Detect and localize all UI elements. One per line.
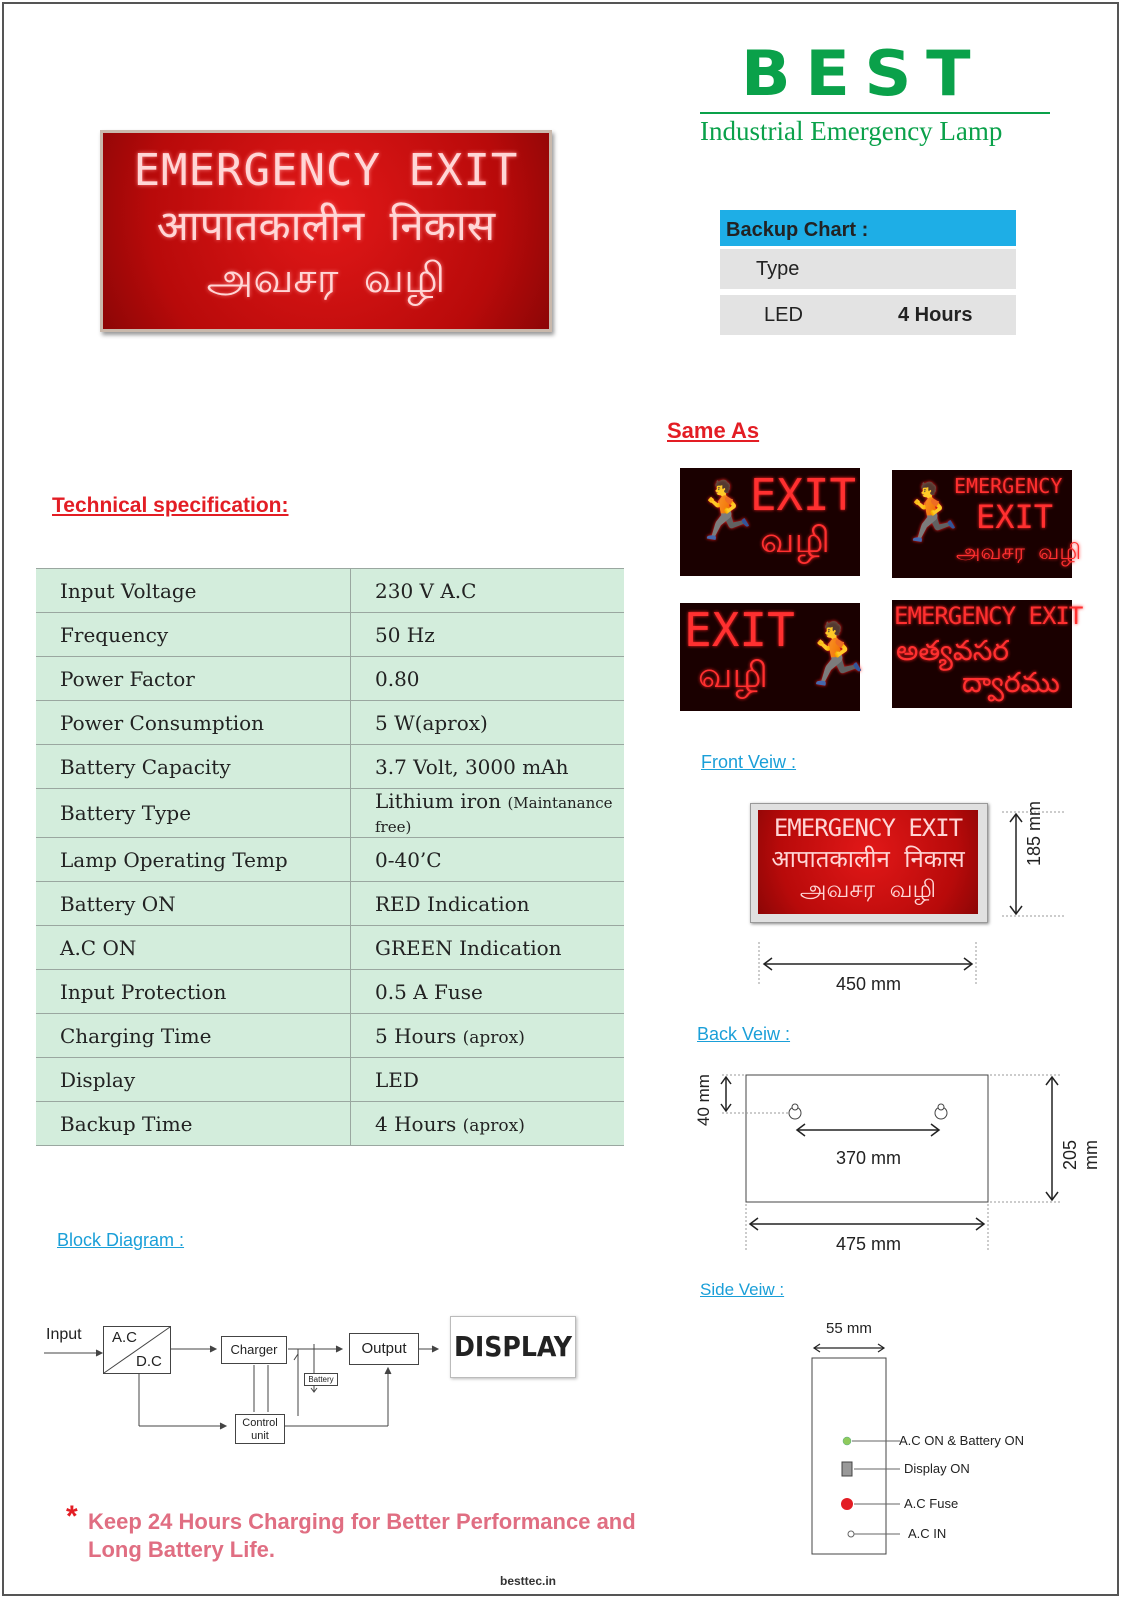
block-display: DISPLAY bbox=[450, 1316, 576, 1378]
running-man-icon: 🏃 bbox=[896, 481, 966, 546]
charging-note bbox=[88, 1508, 636, 1564]
same-as-sign-3-line2: வழி bbox=[698, 655, 768, 696]
same-as-sign-1-line2: வழி bbox=[760, 520, 830, 561]
spec-value-note: (aprox) bbox=[462, 1027, 525, 1048]
front-view-line1: EMERGENCY EXIT bbox=[773, 814, 963, 842]
spec-value bbox=[351, 789, 625, 838]
front-view-height: 185 mm bbox=[1024, 800, 1044, 866]
front-view-line3: அவசர வழி bbox=[799, 875, 937, 903]
spec-key: Lamp Operating Temp bbox=[36, 838, 351, 882]
front-view-width: 450 mm bbox=[836, 974, 902, 994]
spec-key: Power Factor bbox=[36, 657, 351, 701]
spec-key: A.C ON bbox=[36, 926, 351, 970]
block-control-unit bbox=[235, 1414, 285, 1444]
block-ac-dc bbox=[103, 1326, 171, 1374]
backup-chart-type-label: Type bbox=[756, 258, 800, 280]
side-view-indicator-1: A.C ON & Battery ON bbox=[899, 1433, 1024, 1448]
same-as-sign-4-line2: అత్యవసర bbox=[896, 634, 1010, 667]
block-control-label-2: unit bbox=[251, 1430, 269, 1442]
table-row bbox=[36, 1014, 624, 1058]
block-charger: Charger bbox=[221, 1336, 287, 1364]
block-battery: Battery bbox=[304, 1373, 338, 1386]
table-row bbox=[36, 1058, 624, 1102]
backup-chart-header: Backup Chart : bbox=[720, 210, 1016, 246]
block-diagram-heading: Block Diagram : bbox=[57, 1230, 185, 1250]
side-view-indicator-3: A.C Fuse bbox=[904, 1496, 959, 1511]
hero-sign-line2: आपातकालीन निकास bbox=[156, 201, 496, 250]
spec-key: Battery Capacity bbox=[36, 745, 351, 789]
spec-key: Battery Type bbox=[36, 789, 351, 838]
spec-key: Frequency bbox=[36, 613, 351, 657]
spec-value: LED bbox=[351, 1058, 625, 1102]
table-row bbox=[36, 701, 624, 745]
tech-spec-heading: Technical specification: bbox=[52, 494, 289, 517]
footer-website: besttec.in bbox=[500, 1574, 557, 1588]
side-view-indicator-4: A.C IN bbox=[908, 1526, 947, 1541]
same-as-sign-2 bbox=[892, 470, 1082, 578]
same-as-sign-4-line3: ద్వారము bbox=[962, 666, 1060, 699]
same-as-sign-3-line1: EXIT bbox=[684, 603, 795, 657]
spec-value bbox=[351, 1102, 625, 1146]
same-as-heading: Same As bbox=[667, 418, 760, 443]
same-as-sign-1-line1: EXIT bbox=[750, 470, 856, 521]
backup-chart-led-row bbox=[720, 295, 1016, 335]
spec-value: 5 W(aprox) bbox=[351, 701, 625, 745]
spec-key: Display bbox=[36, 1058, 351, 1102]
spec-value-text: Lithium iron bbox=[375, 789, 502, 813]
same-as-sign-4 bbox=[892, 600, 1083, 708]
back-view-offset: 40 mm bbox=[694, 1074, 713, 1126]
logo-divider bbox=[700, 112, 1050, 114]
hero-sign-line3: அவசர வழி bbox=[206, 253, 446, 302]
spec-value: 230 V A.C bbox=[351, 569, 625, 613]
charging-note-line2: Long Battery Life. bbox=[88, 1537, 276, 1562]
spec-key: Power Consumption bbox=[36, 701, 351, 745]
side-view-depth: 55 mm bbox=[826, 1320, 872, 1337]
same-as-sign-4-line1: EMERGENCY EXIT bbox=[894, 602, 1083, 630]
hero-exit-sign bbox=[100, 130, 552, 332]
table-row bbox=[36, 926, 624, 970]
spec-key: Input Voltage bbox=[36, 569, 351, 613]
back-view-width: 475 mm bbox=[836, 1234, 902, 1254]
brand-logo: BEST bbox=[741, 37, 986, 110]
block-input-label: Input bbox=[46, 1326, 82, 1343]
table-row bbox=[36, 882, 624, 926]
spec-key: Input Protection bbox=[36, 970, 351, 1014]
same-as-sign-2-line1: EMERGENCY bbox=[954, 474, 1063, 498]
table-row bbox=[36, 745, 624, 789]
spec-value-text: 4 Hours bbox=[375, 1111, 457, 1136]
same-as-sign-1 bbox=[680, 468, 860, 576]
table-row bbox=[36, 613, 624, 657]
spec-value: 0.5 A Fuse bbox=[351, 970, 625, 1014]
spec-value: 3.7 Volt, 3000 mAh bbox=[351, 745, 625, 789]
block-dc-label: D.C bbox=[136, 1353, 162, 1370]
spec-value-note: (Maintanance free) bbox=[375, 794, 613, 836]
charging-note-line1: Keep 24 Hours Charging for Better Performance and bbox=[88, 1509, 636, 1534]
table-row bbox=[36, 569, 624, 613]
spec-value-text: 5 Hours bbox=[375, 1023, 457, 1048]
back-view-height: 205 mm bbox=[1060, 1139, 1101, 1170]
front-view-line2: आपातकालीन निकास bbox=[771, 845, 965, 873]
spec-value: 50 Hz bbox=[351, 613, 625, 657]
spec-key: Charging Time bbox=[36, 1014, 351, 1058]
spec-value: 0.80 bbox=[351, 657, 625, 701]
side-view-indicator-2: Display ON bbox=[904, 1461, 970, 1476]
hero-sign-line1: EMERGENCY EXIT bbox=[133, 145, 519, 196]
spec-key: Backup Time bbox=[36, 1102, 351, 1146]
block-control-label-1: Control bbox=[242, 1417, 278, 1429]
backup-chart-led-value: 4 Hours bbox=[898, 304, 973, 326]
tech-spec-table bbox=[36, 568, 624, 1146]
same-as-sign-2-line3: அவசர வழி bbox=[956, 540, 1082, 565]
table-row bbox=[36, 657, 624, 701]
spec-key: Battery ON bbox=[36, 882, 351, 926]
front-view-heading: Front Veiw : bbox=[701, 752, 797, 772]
backup-chart-type-row bbox=[720, 249, 1016, 289]
table-row bbox=[36, 1102, 624, 1146]
spec-value bbox=[351, 1014, 625, 1058]
table-row bbox=[36, 970, 624, 1014]
spec-value-note: (aprox) bbox=[462, 1115, 525, 1136]
backup-chart-led-label: LED bbox=[764, 304, 803, 326]
table-row bbox=[36, 838, 624, 882]
running-man-icon: 🏃 bbox=[798, 620, 873, 690]
side-view-heading: Side Veiw : bbox=[700, 1280, 785, 1299]
running-man-icon: 🏃 bbox=[690, 479, 760, 544]
brand-subtitle: Industrial Emergency Lamp bbox=[700, 116, 1003, 146]
note-star: * bbox=[66, 1500, 78, 1533]
spec-value: GREEN Indication bbox=[351, 926, 625, 970]
table-row bbox=[36, 789, 624, 838]
block-ac-label: A.C bbox=[112, 1329, 138, 1346]
same-as-sign-2-line2: EXIT bbox=[976, 498, 1054, 536]
back-view-heading: Back Veiw : bbox=[697, 1024, 791, 1044]
spec-value: 0-40’C bbox=[351, 838, 625, 882]
block-output: Output bbox=[349, 1333, 419, 1365]
same-as-sign-3 bbox=[680, 603, 873, 711]
spec-value: RED Indication bbox=[351, 882, 625, 926]
back-view-hole-spacing: 370 mm bbox=[836, 1148, 902, 1168]
